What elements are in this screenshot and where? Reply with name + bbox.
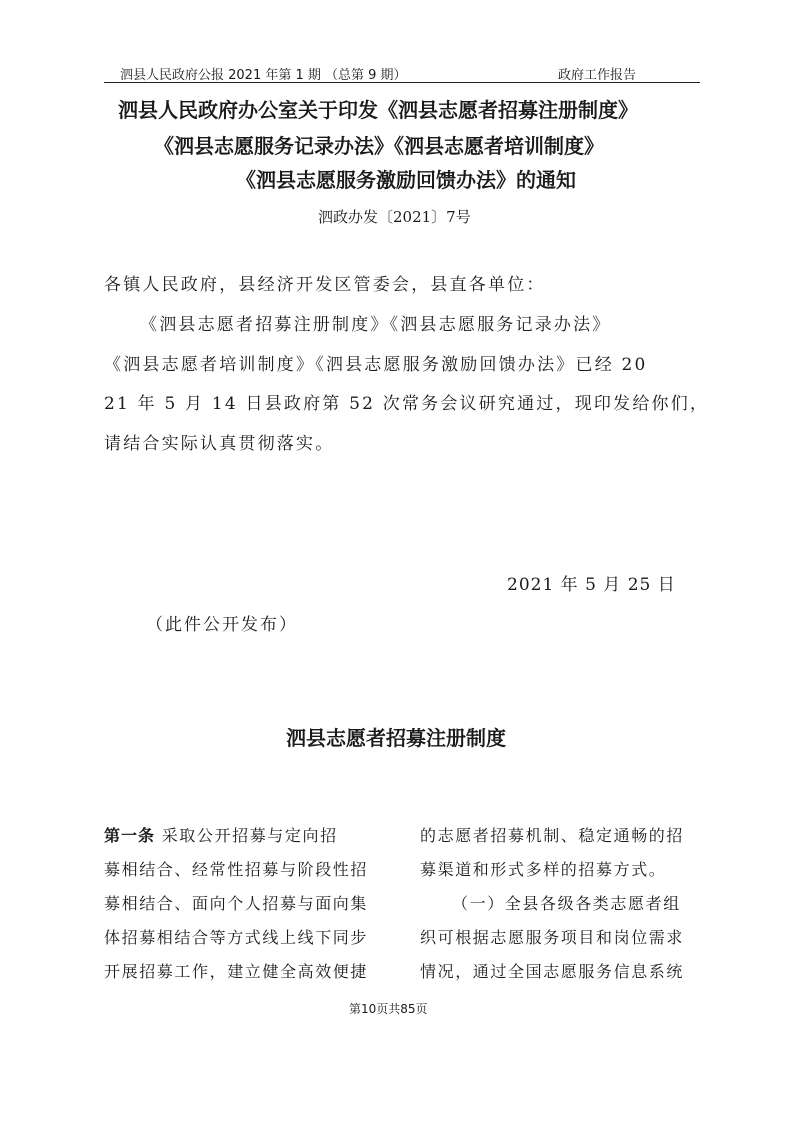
column-2-line-2: 募渠道和形式多样的招募方式。	[420, 860, 667, 879]
column-1-line-2: 募相结合、经常性招募与阶段性招	[104, 860, 369, 879]
running-header-left: 泗县人民政府公报 2021 年第 1 期 （总第 9 期）	[120, 68, 407, 83]
issue-date: 2021 年 5 月 25 日	[507, 575, 676, 595]
notice-title-line-1: 泗县人民政府办公室关于印发《泗县志愿者招募注册制度》	[118, 98, 638, 122]
body-line-2: 《泗县志愿者培训制度》《泗县志愿服务激励回馈办法》已经 20	[104, 355, 648, 375]
column-1-line-5: 开展招募工作，建立健全高效便捷	[104, 962, 369, 981]
article-label: 第一条	[104, 826, 156, 845]
page-number: 第10页共85页	[349, 1002, 428, 1016]
running-header-right: 政府工作报告	[558, 68, 637, 83]
column-2-line-3: （一）全县各级各类志愿者组	[452, 894, 681, 913]
header-divider	[104, 82, 700, 83]
notice-title-line-2: 《泗县志愿服务记录办法》《泗县志愿者培训制度》	[154, 134, 604, 158]
document-number: 泗政办发〔2021〕7号	[318, 208, 471, 226]
regulation-title: 泗县志愿者招募注册制度	[286, 726, 506, 750]
column-1-text: 采取公开招募与定向招	[155, 826, 338, 845]
addressee: 各镇人民政府，县经济开发区管委会，县直各单位：	[104, 275, 546, 295]
column-1-line-4: 体招募相结合等方式线上线下同步	[104, 928, 369, 947]
body-line-1: 《泗县志愿者招募注册制度》《泗县志愿服务记录办法》	[140, 315, 612, 335]
column-2-line-1: 的志愿者招募机制、稳定通畅的招	[420, 826, 685, 845]
body-line-3: 21 年 5 月 14 日县政府第 52 次常务会议研究通过，现印发给你们，	[104, 394, 710, 414]
column-2-line-4: 织可根据志愿服务项目和岗位需求	[420, 928, 685, 947]
column-1-line-3: 募相结合、面向个人招募与面向集	[104, 894, 369, 913]
column-1-line-1	[104, 823, 338, 846]
body-line-4: 请结合实际认真贯彻落实。	[104, 434, 335, 454]
notice-title-line-3: 《泗县志愿服务激励回馈办法》的通知	[236, 168, 576, 192]
column-2-line-5: 情况，通过全国志愿服务信息系统	[420, 962, 685, 981]
publish-note: （此件公开发布）	[146, 615, 298, 635]
